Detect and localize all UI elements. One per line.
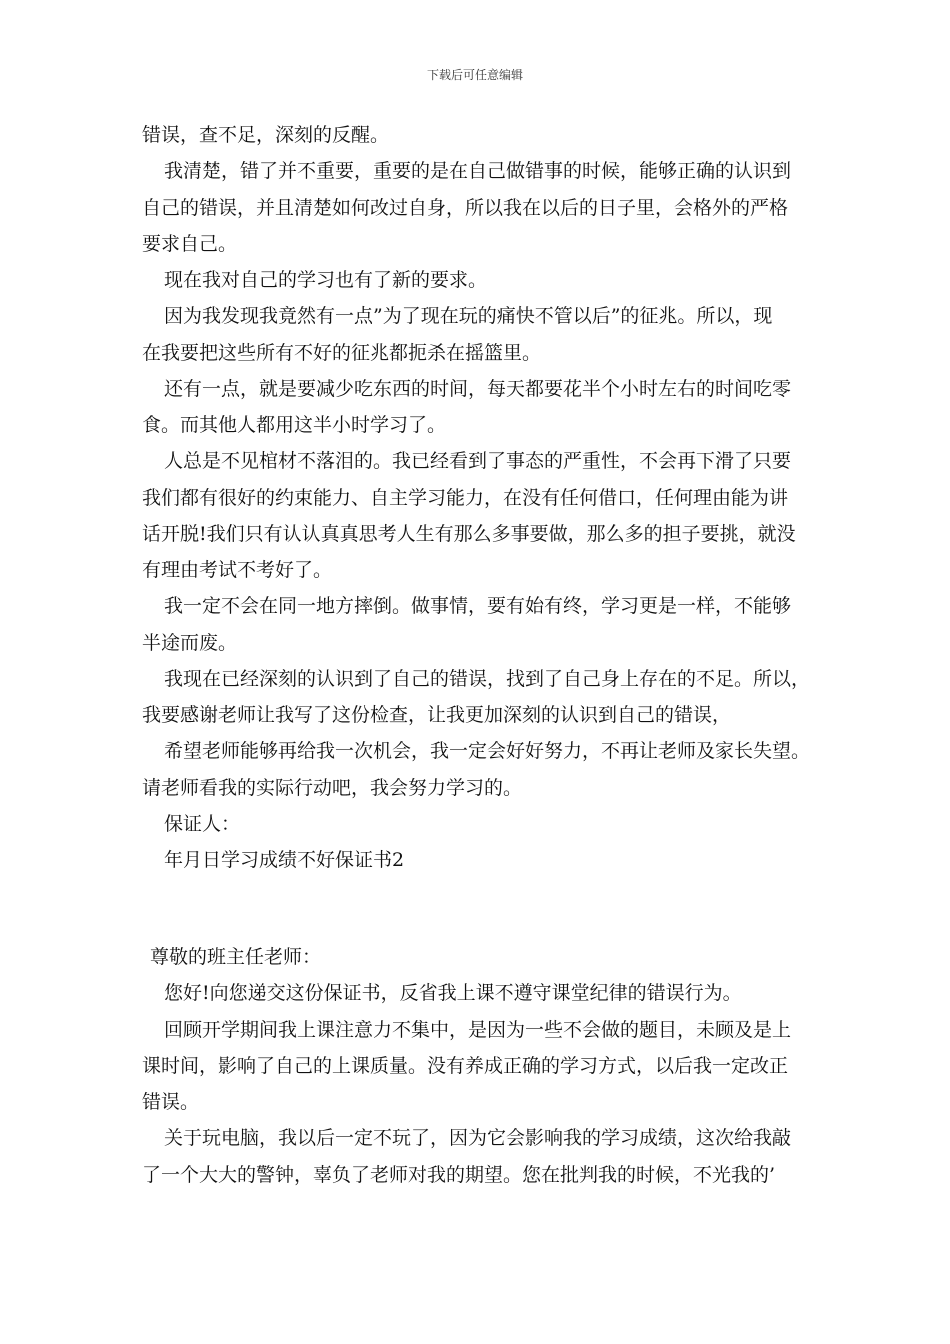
- text-line: 有理由考试不考好了。: [142, 559, 333, 581]
- text-line: 半途而废。: [142, 632, 238, 654]
- text-line: 我要感谢老师让我写了这份检查，让我更加深刻的认识到自己的错误，: [142, 704, 732, 726]
- text-line: 食。而其他人都用这半小时学习了。: [142, 414, 447, 436]
- text-line: 我一定不会在同一地方摔倒。做事情，要有始有终，学习更是一样，不能够: [164, 595, 792, 617]
- text-line: 错误。: [142, 1091, 200, 1113]
- section-title: 年月日学习成绩不好保证书2: [164, 849, 405, 871]
- signature-label: 保证人：: [164, 813, 241, 835]
- text-line: 我们都有很好的约束能力、自主学习能力，在没有任何借口，任何理由能为讲: [142, 487, 789, 509]
- text-line: 回顾开学期间我上课注意力不集中，是因为一些不会做的题目，未顾及是上: [164, 1019, 792, 1041]
- text-line: 课时间，影响了自己的上课质量。没有养成正确的学习方式，以后我一定改正: [142, 1055, 789, 1077]
- text-line: 现在我对自己的学习也有了新的要求。: [164, 269, 488, 291]
- text-line: 自己的错误，并且清楚如何改过自身，所以我在以后的日子里，会格外的严格: [142, 197, 789, 219]
- page-header: 下载后可任意编辑: [426, 68, 523, 82]
- salutation: 尊敬的班主任老师：: [150, 946, 322, 968]
- text-line: 错误，查不足，深刻的反醒。: [142, 124, 390, 146]
- text-line: 了一个大大的警钟，辜负了老师对我的期望。您在批判我的时候，不光我的’: [142, 1164, 776, 1186]
- text-line: 我清楚，错了并不重要，重要的是在自己做错事的时候，能够正确的认识到: [164, 160, 792, 182]
- text-line: 还有一点，就是要减少吃东西的时间，每天都要花半个小时左右的时间吃零: [164, 378, 792, 400]
- text-line: 请老师看我的实际行动吧，我会努力学习的。: [142, 777, 523, 799]
- text-line: 因为我发现我竟然有一点”为了现在玩的痛快不管以后”的征兆。所以，现: [164, 305, 773, 327]
- text-line: 要求自己。: [142, 233, 238, 255]
- text-line: 关于玩电脑，我以后一定不玩了，因为它会影响我的学习成绩，这次给我敲: [164, 1127, 792, 1149]
- text-line: 希望老师能够再给我一次机会，我一定会好好努力，不再让老师及家长失望。: [164, 740, 811, 762]
- text-line: 在我要把这些所有不好的征兆都扼杀在摇篮里。: [142, 342, 542, 364]
- text-line: 话开脱!我们只有认认真真思考人生有那么多事要做，那么多的担子要挑，就没: [142, 523, 796, 545]
- text-line: 我现在已经深刻的认识到了自己的错误，找到了自己身上存在的不足。所以，: [164, 668, 811, 690]
- text-line: 人总是不见棺材不落泪的。我已经看到了事态的严重性，不会再下滑了只要: [164, 450, 792, 472]
- text-line: 您好!向您递交这份保证书，反省我上课不遵守课堂纪律的错误行为。: [164, 982, 742, 1004]
